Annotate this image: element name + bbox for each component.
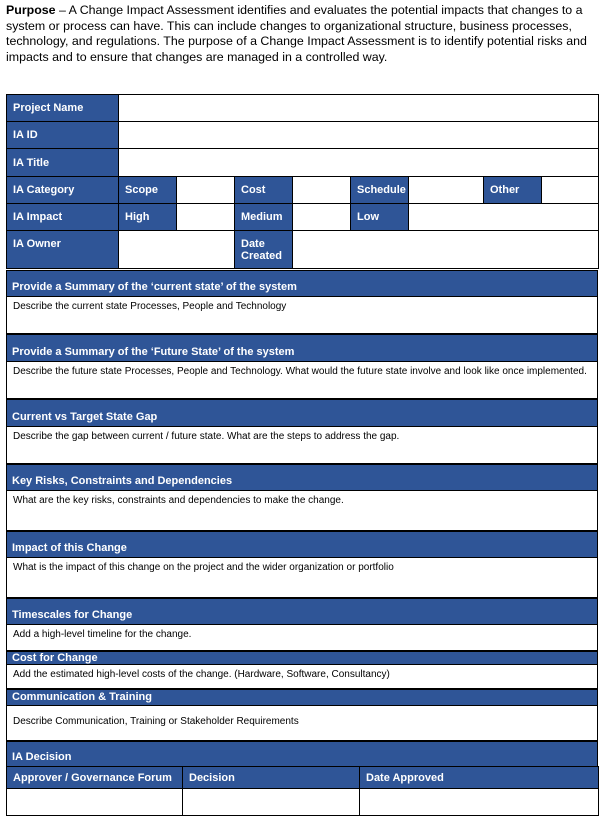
section-body-cost[interactable]: Add the estimated high-level costs of the change. (Hardware, Software, Consultancy) bbox=[6, 664, 598, 689]
low-field[interactable] bbox=[409, 204, 599, 231]
scope-field[interactable] bbox=[177, 177, 235, 204]
high-label: High bbox=[119, 204, 177, 231]
ia-title-label: IA Title bbox=[7, 149, 119, 177]
cost-field[interactable] bbox=[293, 177, 351, 204]
ia-decision-title: IA Decision bbox=[12, 751, 72, 763]
section-title: Key Risks, Constraints and Dependencies bbox=[12, 475, 233, 487]
section-title: Current vs Target State Gap bbox=[12, 411, 158, 423]
cost-label: Cost bbox=[235, 177, 293, 204]
approver-column-header: Approver / Governance Forum bbox=[7, 767, 183, 789]
section-title: Provide a Summary of the ‘current state’ of the system bbox=[12, 281, 297, 293]
section-title: Impact of this Change bbox=[12, 542, 127, 554]
ia-category-label: IA Category bbox=[7, 177, 119, 204]
section-header-cost bbox=[6, 651, 598, 665]
section-header-communication bbox=[6, 689, 598, 706]
section-title: Provide a Summary of the ‘Future State’ of the system bbox=[12, 346, 295, 358]
date-approved-field[interactable] bbox=[360, 789, 599, 816]
section-body-state-gap[interactable]: Describe the gap between current / future state. What are the steps to address the gap. bbox=[6, 426, 598, 464]
low-label: Low bbox=[351, 204, 409, 231]
section-body-key-risks[interactable]: What are the key risks, constraints and dependencies to make the change. bbox=[6, 490, 598, 531]
section-title: Communication & Training bbox=[12, 691, 152, 703]
date-created-field[interactable] bbox=[293, 231, 599, 269]
decision-field[interactable] bbox=[183, 789, 360, 816]
section-body-impact[interactable]: What is the impact of this change on the project and the wider organization or portfolio bbox=[6, 557, 598, 598]
medium-field[interactable] bbox=[293, 204, 351, 231]
project-name-field[interactable] bbox=[119, 95, 599, 122]
ia-impact-label: IA Impact bbox=[7, 204, 119, 231]
ia-decision-table bbox=[6, 766, 599, 816]
section-title: Timescales for Change bbox=[12, 609, 133, 621]
ia-id-label: IA ID bbox=[7, 122, 119, 149]
project-name-label: Project Name bbox=[7, 95, 119, 122]
scope-label: Scope bbox=[119, 177, 177, 204]
high-field[interactable] bbox=[177, 204, 235, 231]
date-created-label: Date Created bbox=[235, 231, 293, 269]
ia-id-field[interactable] bbox=[119, 122, 599, 149]
section-header-future-state bbox=[6, 334, 598, 362]
purpose-text: – A Change Impact Assessment identifies and evaluates the potential impacts that changes to a system or process can have. This can include changes to organizational structure, business processes, technology, and regulations. The purpose of a Change Impact Assessment is to identify potential risks and impacts and to ensure that changes are managed in a controlled way. bbox=[6, 3, 587, 64]
purpose-label: Purpose bbox=[6, 3, 56, 17]
approver-field[interactable] bbox=[7, 789, 183, 816]
ia-decision-header bbox=[6, 741, 598, 767]
section-body-current-state[interactable]: Describe the current state Processes, People and Technology bbox=[6, 296, 598, 334]
section-header-key-risks bbox=[6, 464, 598, 491]
section-body-communication[interactable]: Describe Communication, Training or Stakeholder Requirements bbox=[6, 705, 598, 741]
section-header-timescales bbox=[6, 598, 598, 625]
section-body-future-state[interactable]: Describe the future state Processes, People and Technology. What would the future state involve and look like once implemented. bbox=[6, 361, 598, 399]
date-approved-column-header: Date Approved bbox=[360, 767, 599, 789]
purpose-paragraph bbox=[6, 3, 598, 65]
section-title: Cost for Change bbox=[12, 652, 98, 664]
schedule-field[interactable] bbox=[409, 177, 484, 204]
other-label: Other bbox=[484, 177, 542, 204]
section-header-state-gap bbox=[6, 399, 598, 427]
section-header-impact bbox=[6, 531, 598, 558]
section-body-timescales[interactable]: Add a high-level timeline for the change. bbox=[6, 624, 598, 651]
section-header-current-state bbox=[6, 270, 598, 297]
ia-owner-field[interactable] bbox=[119, 231, 235, 269]
ia-info-table bbox=[6, 94, 599, 269]
schedule-label: Schedule bbox=[351, 177, 409, 204]
ia-title-field[interactable] bbox=[119, 149, 599, 177]
decision-column-header: Decision bbox=[183, 767, 360, 789]
other-field[interactable] bbox=[542, 177, 599, 204]
ia-owner-label: IA Owner bbox=[7, 231, 119, 269]
medium-label: Medium bbox=[235, 204, 293, 231]
